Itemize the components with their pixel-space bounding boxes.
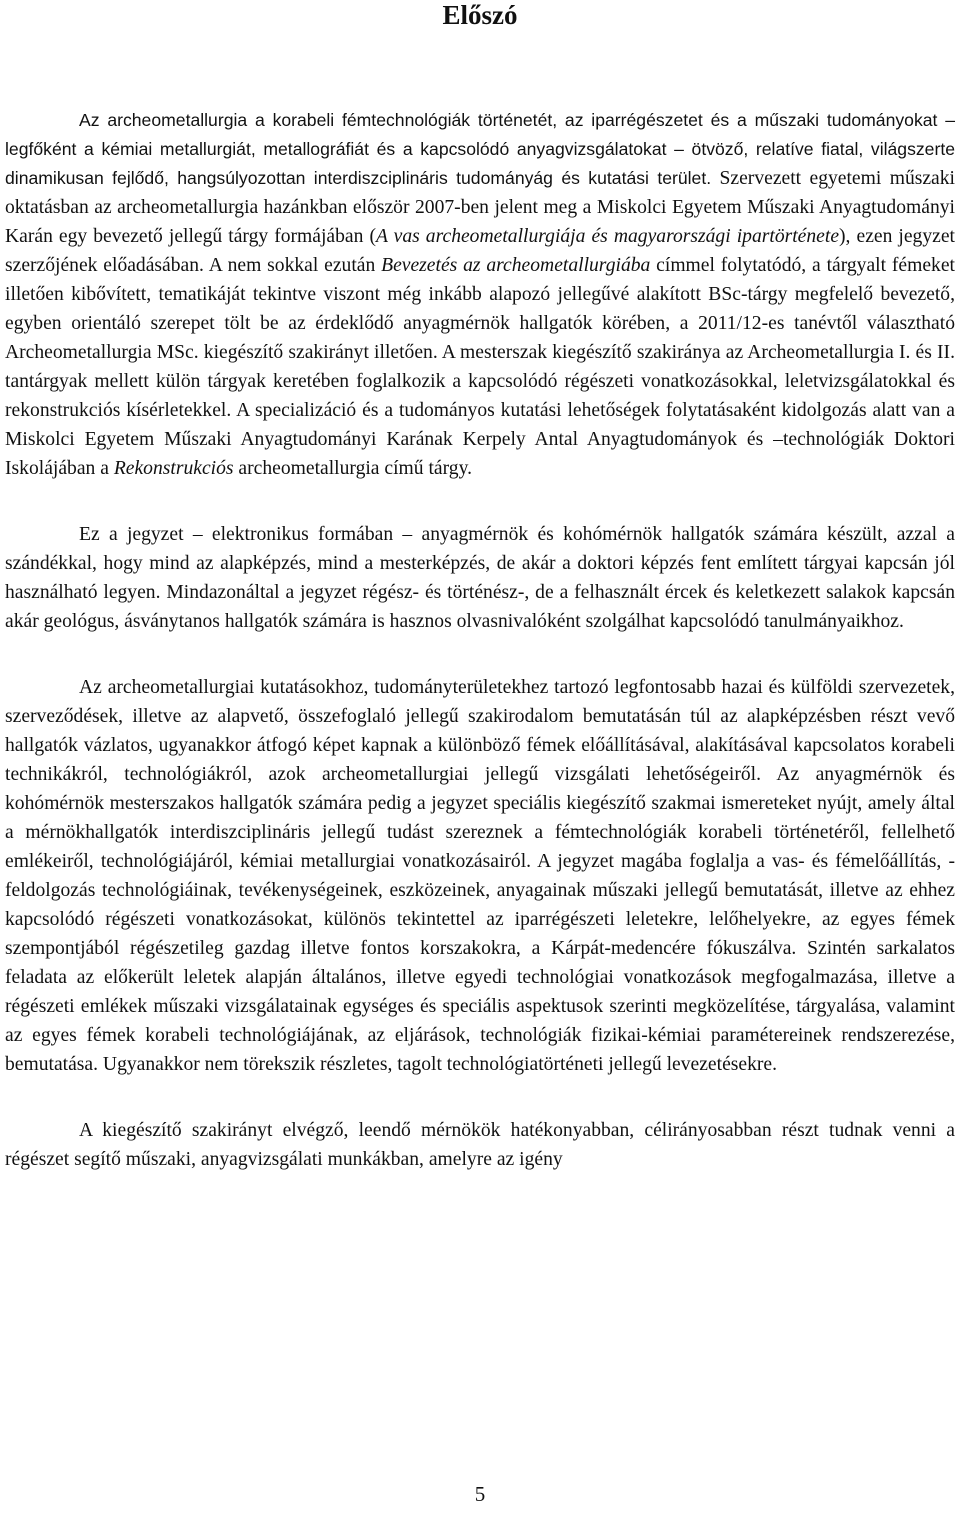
paragraph-outlook: A kiegészítő szakirányt elvégző, leendő mérnökök hatékonyabban, célirányosabban részt tudnak venni a régészet segítő műszaki, anyagvizsgálati munkákban, amelyre az igény — [5, 1120, 955, 1170]
paragraph-intro-text-d: címmel folytatódó, a tárgyalt fémeket illetően kibővített, tematikáját tekintve viszont még inkább alapozó jellegűvé alakított BSc-tárgy megfelelő bevezető, egyben orientáló szerepet tölt be az érdeklődő anyagmérnök hallgatók körében, a 2011/12-es tanévtől választható Archeometallurgia MSc. kiegészítő szakirányt illetően. A mesterszak kiegészítő szakiránya az Archeometallurgia I. és II. tantárgyak mellett külön tárgyak keretében foglalkozik a kapcsolódó régészeti vonatkozásokkal, leletvizsgálatokkal és rekonstrukciós kísérletekkel. A specializáció és a tudományos kutatási lehetőségek folytatásaként kidolgozás alatt van a Miskolci Egyetem Műszaki Anyagtudományi Karának Kerpely Antal Anyagtudományok és –technológiák Doktori Iskolájában a — [5, 255, 955, 479]
paragraph-intro-sentence-sans: Az archeometallurgia a korabeli fémtechnológiák történetét, az iparrégészetet és a műszaki tudományokat – legfőként a kémiai metallurgiát, metallográfiát és a kapcsolódó anyagvizsgálatokat – ötvöző, relatíve fiatal, világszerte dinamikusan fejlődő, hangsúlyozottan interdiszciplináris tudományág és kutatási terület. — [5, 110, 955, 188]
paragraph-content: Az archeometallurgiai kutatásokhoz, tudományterületekhez tartozó legfontosabb hazai és külföldi szervezetek, szerveződések, illetve az alapvető, összefoglaló jellegű szakirodalom bemutatásán túl az alapképzésben részt vevő hallgatók vázlatos, ugyanakkor átfogó képet kapnak a különböző fémek előállításával, alakításával kapcsolatos korabeli technikákról, technológiákról, azok archeometallurgiai jellegű vizsgálati lehetőségeiről. Az anyagmérnök és kohómérnök mesterszakos hallgatók számára pedig a jegyzet speciális kiegészítő szakmai ismereteket nyújt, amely által a mérnökhallgatók interdiszciplináris jellegű tudást szereznek a fémtechnológiák korabeli történetéről, fellelhető emlékeiről, technológiájáról, kémiai metallurgiai vonatkozásairól. A jegyzet magába foglalja a vas- és fémelőállítás, -feldolgozás technológiáinak, tevékenységeinek, eszközeinek, anyagainak műszaki jellegű bemutatását, illetve az ehhez kapcsolódó régészeti vonatkozásokat, különös tekintettel az iparrégészeti leletekre, lelőhelyekre, az egyes fémek szempontjából régészetileg gazdag illetve fontos korszakokra, a Kárpát-medencére fókuszálva. Szintén sarkalatos feladata az előkerült leletek alapján általános, illetve egyedi technológiai vonatkozások megfogalmazása, illetve a régészeti emlékek műszaki vizsgálatainak egységes és speciális aspektusok szerinti megközelítése, tárgyalása, valamint az egyes fémek korabeli technológiájának, az eljárások, technológiák fizikai-kémiai paramétereinek rendszerezése, bemutatása. Ugyanakkor nem törekszik részletes, tagolt technológiatörténeti jellegű levezetésekre. — [5, 677, 955, 1075]
page-number: 5 — [474, 1482, 486, 1506]
paragraph-intro — [5, 106, 955, 483]
paragraph-intro-text-e: archeometallurgia című tárgy. — [233, 458, 473, 479]
document-body — [5, 106, 955, 1174]
course-title-italic-2: Bevezetés az archeometallurgiába — [381, 255, 651, 276]
paragraph-intro-text-b: ), ezen jegyzet szerzőjének előadásában. — [5, 226, 955, 276]
page-title: Előszó — [442, 0, 518, 30]
paragraph-intro-text-c: A nem sokkal ezután — [203, 255, 382, 276]
paragraph-intro-text-a: Szervezett egyetemi műszaki oktatásban az archeometallurgia hazánkban először 2007-ben jelent meg a Miskolci Egyetem Műszaki Anyagtudományi Karán egy bevezető jellegű tárgy formájában ( — [5, 168, 955, 247]
paragraph-audience: Ez a jegyzet – elektronikus formában – anyagmérnök és kohómérnök hallgatók számára készült, azzal a szándékkal, hogy mind az alapképzés, mind a mesterképzés, de akár a doktori képzés fent említett tárgyai kapcsán jól használható legyen. Mindazonáltal a jegyzet régész- és történész-, de a felhasznált ércek és keletkezett salakok kapcsán akár geológus, ásványtanos hallgatók számára is hasznos olvasnivalóként szolgálhat kapcsolódó tanulmányaikhoz. — [5, 524, 955, 632]
course-title-italic-3: Rekonstrukciós — [113, 458, 234, 479]
course-title-italic: A vas archeometallurgiája és magyarországi ipartörténete — [375, 226, 840, 247]
